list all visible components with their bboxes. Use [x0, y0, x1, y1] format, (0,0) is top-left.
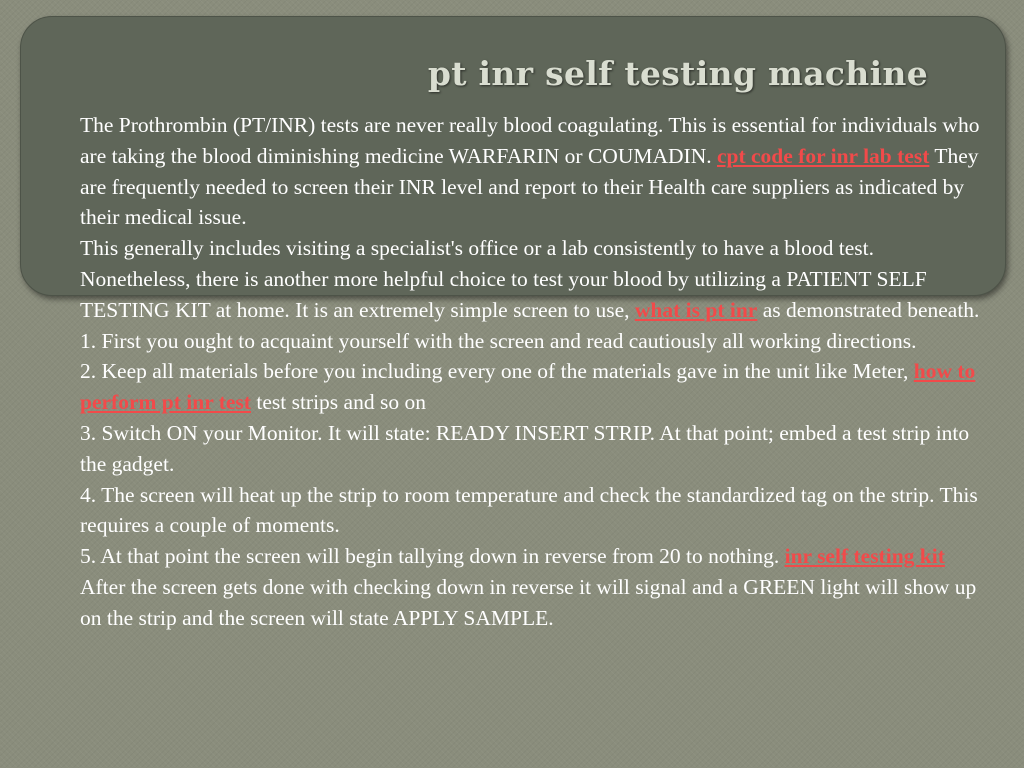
paragraph-intro [80, 110, 980, 233]
paragraph-text: After the screen gets done with checking down in reverse it will signal and a GREEN light will show up on the strip and the screen will state APPLY SAMPLE. [80, 574, 977, 630]
paragraph-text: 5. At that point the screen will begin tallying down in reverse from 20 to nothing. [80, 544, 785, 569]
step-3: 3. Switch ON your Monitor. It will state: READY INSERT STRIP. At that point; embed a test strip into the gadget. [80, 420, 970, 476]
paragraph-text: This generally includes visiting a specialist's office or a lab consistently to have a blood test. Nonetheless, there is another more helpful choice to test your blood by utilizing a PATIENT SELF TESTING KIT at home. It is an extremely simple screen to use, [80, 236, 927, 322]
link-cpt-code-for-inr-lab-test[interactable]: cpt code for inr lab test [716, 143, 930, 168]
step-2 [80, 356, 980, 418]
body-text [80, 110, 980, 634]
step-5 [80, 541, 980, 633]
link-inr-self-testing-kit[interactable]: inr self testing kit [784, 544, 945, 569]
step-4: 4. The screen will heat up the strip to room temperature and check the standardized tag on the strip. This requires a couple of moments. [80, 482, 978, 538]
link-how-to-perform-pt-inr-test[interactable]: how to perform pt inr test [80, 359, 976, 415]
paragraph-text: The Prothrombin (PT/INR) tests are never really blood coagulating. This is essential for individuals who are taking the blood diminishing medicine WARFARIN or COUMADIN. [80, 113, 980, 168]
paragraph-self-testing [80, 233, 980, 325]
paragraph-text: as demonstrated beneath. [757, 297, 980, 322]
slide-title: pt inr self testing machine [427, 54, 928, 93]
paragraph-text: 2. Keep all materials before you including every one of the materials gave in the unit like Meter, [80, 359, 914, 384]
link-what-is-pt-inr[interactable]: what is pt inr [634, 297, 758, 322]
step-1: 1. First you ought to acquaint yourself with the screen and read cautiously all working directions. [80, 328, 917, 353]
paragraph-text: They are frequently needed to screen their INR level and report to their Health care suppliers as indicated by their medical issue. [80, 143, 979, 230]
paragraph-text: test strips and so on [250, 390, 426, 415]
